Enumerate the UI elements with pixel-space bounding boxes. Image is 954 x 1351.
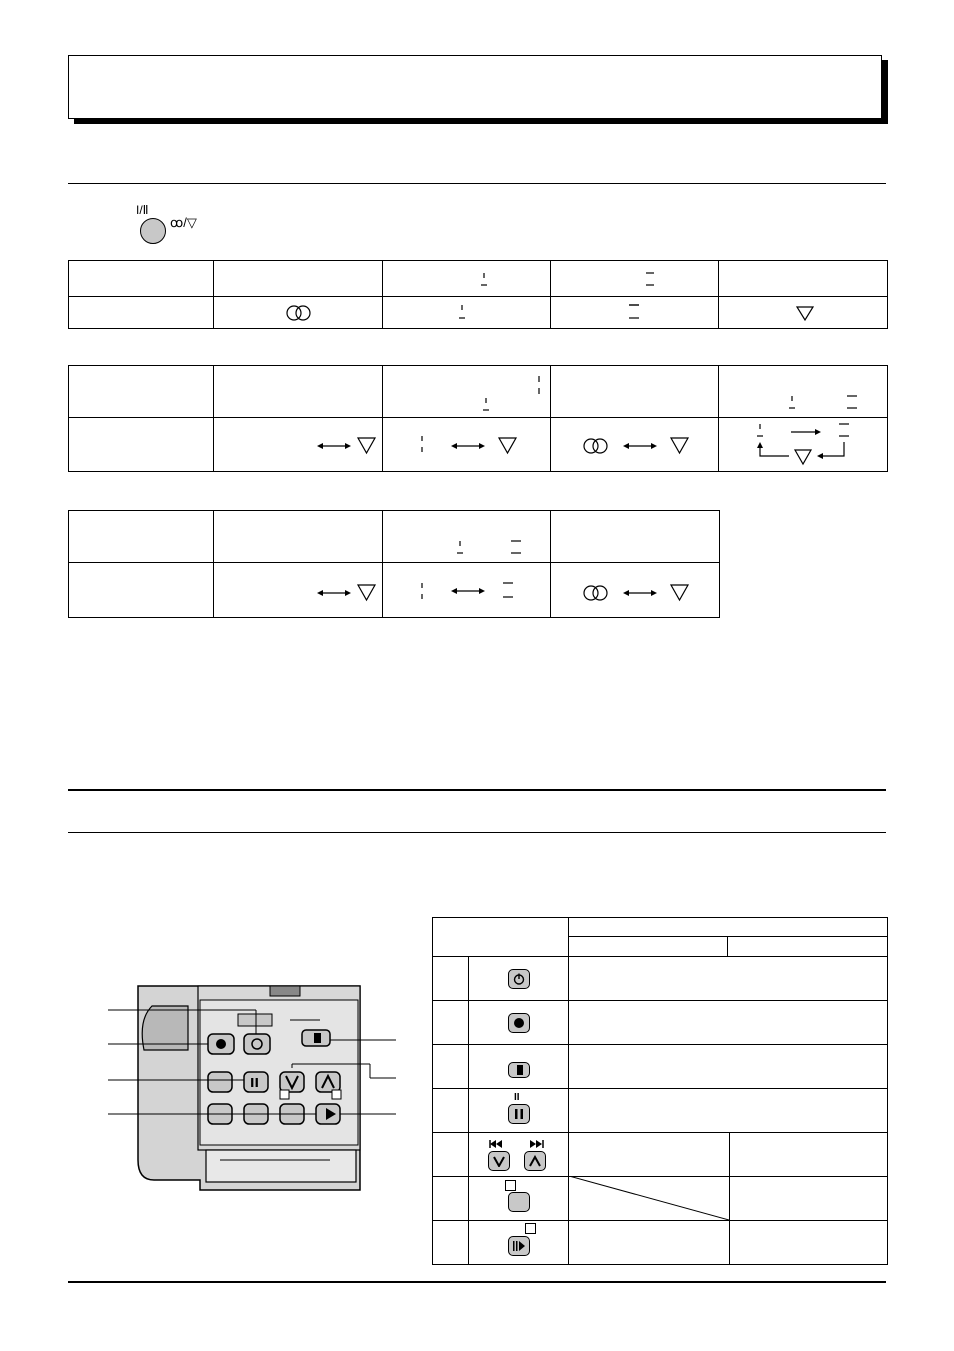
remote-function-table (432, 917, 888, 1265)
channel-marks-icon (785, 392, 865, 414)
cycle-arrow-icon (753, 420, 853, 468)
audio-button-label: I/Ⅱ (136, 203, 149, 217)
channel-marks-icon (453, 537, 533, 559)
dual-mark-icon (644, 269, 656, 291)
square-mark-icon (505, 1180, 516, 1191)
mono-mark-icon (479, 269, 489, 291)
record-button-icon (508, 1013, 530, 1033)
mono-triangle-icon (795, 305, 815, 323)
section-divider (68, 832, 886, 833)
stereo-icon (283, 303, 315, 323)
audio-mode-table-2 (68, 365, 888, 472)
audio-mode-table-1 (68, 260, 888, 329)
slow-play-button-icon (508, 1236, 530, 1256)
toggle-arrow-icon (315, 434, 379, 456)
dual-mark-icon (627, 301, 641, 323)
section-divider (68, 789, 886, 791)
page-footer-rule (68, 1281, 886, 1283)
audio-select-button-icon (140, 218, 166, 244)
square-mark-icon (525, 1223, 536, 1234)
standby-button-icon (508, 969, 530, 989)
section-divider (68, 183, 886, 184)
mono-mark-icon (457, 301, 467, 323)
page-title-box (68, 55, 882, 119)
audio-mode-caption: ꝏ/▽ (170, 215, 197, 230)
pause-mark-icon: II (514, 1092, 520, 1103)
audio-mode-table-3 (68, 510, 720, 618)
channel-up-button-icon (524, 1151, 546, 1171)
remote-control-illustration (80, 980, 400, 1195)
toggle-arrow-icon (581, 579, 691, 605)
toggle-arrow-icon (415, 432, 525, 458)
toggle-arrow-icon (581, 432, 691, 458)
channel-down-button-icon (488, 1151, 510, 1171)
channel-marks-icon (479, 372, 549, 414)
toggle-arrow-icon (415, 579, 525, 605)
toggle-arrow-icon (315, 581, 379, 603)
function-button-icon (508, 1192, 530, 1212)
eject-button-icon (508, 1062, 530, 1078)
pause-button-icon (508, 1104, 530, 1124)
svg-text:II: II (250, 1076, 259, 1090)
